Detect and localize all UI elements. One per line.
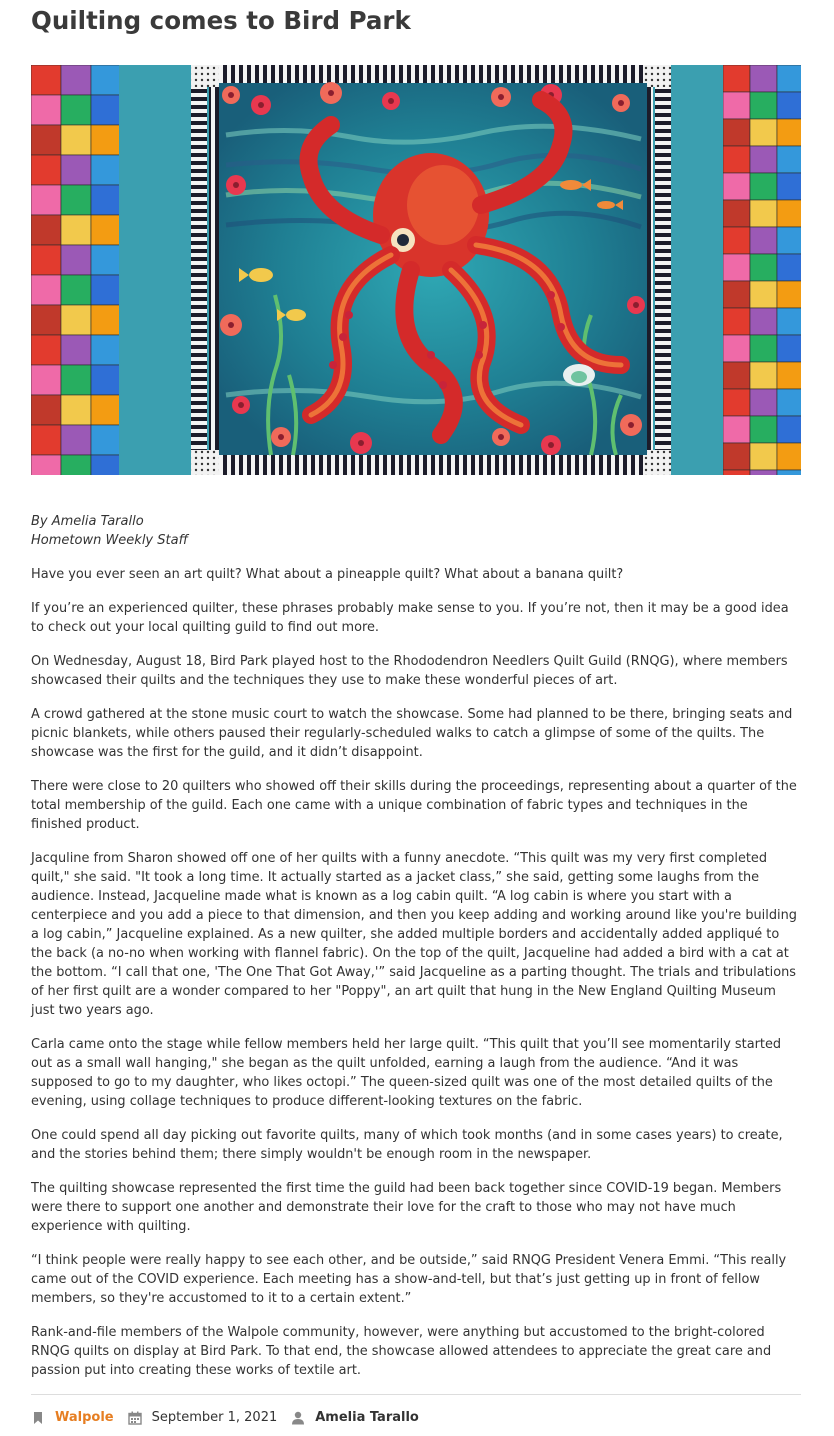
- paragraph: If you’re an experienced quilter, these phrases probably make sense to you. If you’re not, then it may be a good idea to check out your local quilting guild to find out more.: [31, 601, 789, 635]
- author-link[interactable]: Amelia Tarallo: [315, 1410, 419, 1425]
- paragraph: On Wednesday, August 18, Bird Park played host to the Rhododendron Needlers Quilt Guild (RNQG), where members showcased their quilts and the techniques they use to make these wonderful pieces of art.: [31, 654, 788, 688]
- paragraph: Jacquline from Sharon showed off one of her quilts with a funny anecdote. “This quilt was my very first completed quilt," she said. "It took a long time. It actually started as a jacket class,” she said, getting some laughs from the audience. Instead, Jacqueline made what is known as a log cabin quilt. “A log cabin is where you start with a centerpiece and you add a piece to that dimension, and then you keep adding and working around like you're building a log cabin,” Jacqueline explained. As a new quilter, she added multiple borders and accidentally added appliqué to the back (a no-no when working with flannel fabric). On the top of the quilt, Jacqueline had added a bird with a cat at the bottom. “I call that one, 'The One That Got Away,'” said Jacqueline as a parting thought. The trials and tribulations of her first quilt are a wonder compared to her "Poppy", an art quilt that hung in the New England Quilting Museum just two years ago.: [31, 851, 797, 1018]
- hero-image: [31, 65, 801, 475]
- meta-author: [291, 1410, 419, 1425]
- quilt-illustration: [31, 65, 801, 475]
- page-title: Quilting comes to Bird Park: [31, 6, 411, 35]
- post-meta: [31, 1394, 801, 1425]
- paragraph: A crowd gathered at the stone music court to watch the showcase. Some had planned to be there, bringing seats and picnic blankets, while others paused their regularly-scheduled walks to catch a glimpse of some of the quilts. The showcase was the first for the guild, and it didn’t disappoint.: [31, 707, 793, 760]
- paragraph: Carla came onto the stage while fellow members held her large quilt. “This quilt that you’ll see momentarily started out as a small wall hanging," she began as the quilt unfolded, earning a laugh from the audience. “And it was supposed to go to my daughter, who likes octopi.” The queen-sized quilt was one of the most detailed quilts of the evening, using collage techniques to produce different-looking textures on the fabric.: [31, 1037, 782, 1109]
- paragraph: The quilting showcase represented the first time the guild had been back together since COVID-19 began. Members were there to support one another and demonstrate their love for the craft to those who may not have much experience with quilting.: [31, 1181, 782, 1234]
- meta-date: [128, 1410, 278, 1425]
- paragraph: “I think people were really happy to see each other, and be outside,” said RNQG President Venera Emmi. “This really came out of the COVID experience. Each meeting has a show-and-tell, but that’s just getting up in front of fellow members, so they're accustomed to it to a certain extent.”: [31, 1253, 787, 1306]
- category-link[interactable]: Walpole: [55, 1410, 114, 1425]
- paragraph: Have you ever seen an art quilt? What about a pineapple quilt? What about a banana quilt?: [31, 567, 624, 582]
- paragraph: There were close to 20 quilters who showed off their skills during the proceedings, representing about a quarter of the total membership of the guild. Each one came with a unique combination of fabric types and techniques in the finished product.: [31, 779, 797, 832]
- user-icon: [291, 1411, 305, 1425]
- paragraph: Rank-and-file members of the Walpole community, however, were anything but accustomed to the bright-colored RNQG quilts on display at Bird Park. To that end, the showcase allowed attendees to appreciate the great care and passion put into creating these works of textile art.: [31, 1325, 772, 1378]
- bookmark-icon: [31, 1411, 45, 1425]
- byline: [31, 512, 188, 550]
- article-body: [31, 565, 801, 1395]
- paragraph: One could spend all day picking out favorite quilts, many of which took months (and in some cases years) to create, and the stories behind them; there simply wouldn't be enough room in the newspaper.: [31, 1128, 783, 1162]
- meta-category: [31, 1410, 114, 1425]
- calendar-icon: [128, 1411, 142, 1425]
- post-date: September 1, 2021: [151, 1410, 278, 1425]
- byline-author: By Amelia Tarallo: [31, 514, 144, 529]
- byline-role: Hometown Weekly Staff: [31, 533, 188, 548]
